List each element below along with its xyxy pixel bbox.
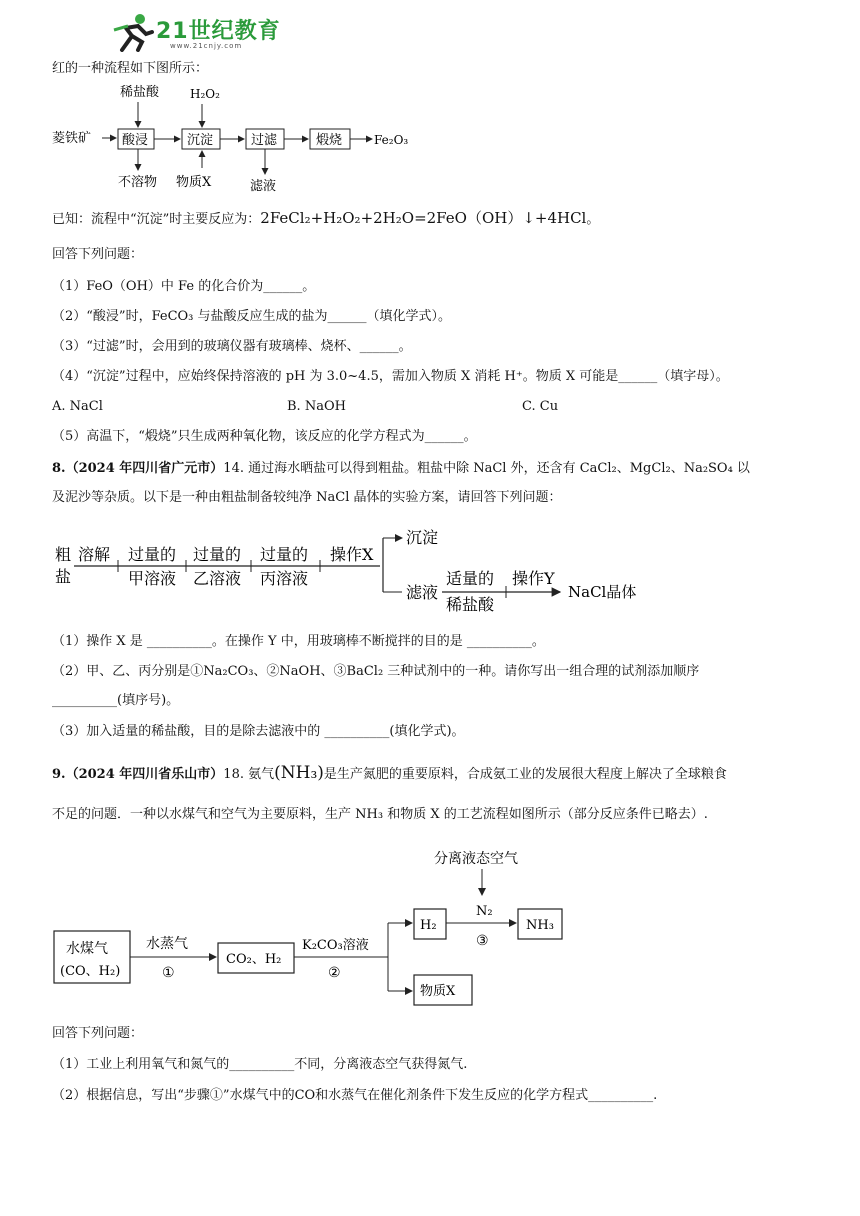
flow1-reagent-hcl: 稀盐酸 [120,85,160,100]
known-text [52,209,599,229]
flow3-arrow3-top: N₂ [476,904,493,919]
flow2-start-bottom: 盐 [55,567,72,586]
flow2-product: NaCl晶体 [568,583,637,601]
intro-text: 红的一种流程如下图所示： [52,61,209,76]
flow2-step6-top: 适量的 [446,569,495,588]
flow2-step2-top: 过量的 [128,545,177,564]
flow2-step6-bottom: 稀盐酸 [446,595,495,614]
q8-number: 8. [52,461,66,476]
flow3-box-watergas-bottom: (CO、H₂) [60,964,121,979]
flow3-top-label: 分离液态空气 [434,851,518,867]
flow1-reagent-h2o2: H₂O₂ [190,87,220,101]
q7-option-a: A. NaCl [52,399,103,414]
flow2-step4-bottom: 丙溶液 [260,569,309,588]
known-equation: 2FeCl₂+H₂O₂+2H₂O=2FeO（OH）↓+4HCl [260,209,587,227]
q7-item-3: （3）“过滤”时，会用到的玻璃仪器有玻璃棒、烧杯、______。 [52,339,412,354]
flow2-step4-top: 过量的 [260,545,309,564]
q9-line1-post: 是生产氮肥的重要原料，合成氨工业的发展很大程度上解决了全球粮食 [323,767,727,782]
flow2-dissolve: 溶解 [78,545,111,564]
flow2-step3-bottom: 乙溶液 [193,569,242,588]
known-end: 。 [586,212,600,227]
flow2-step2-bottom: 甲溶液 [128,569,177,588]
flow3-arrow2-bottom: ② [328,965,341,981]
q9-item-2: （2）根据信息，写出“步骤①”水煤气中的CO和水蒸气在催化剂条件下发生反应的化学方程式__________. [52,1088,658,1103]
q9-number: 9. [52,767,66,782]
flow3-box-x: 物质X [420,984,456,999]
q7-item-4: （4）“沉淀”过程中，应始终保持溶液的 pH 为 3.0~4.5，需加入物质 X 消耗 H⁺。物质 X 可能是______（填字母）。 [52,369,729,384]
flow1-product: Fe₂O₃ [374,133,409,147]
q8-item-2: （2）甲、乙、丙分别是①Na₂CO₃、②NaOH、③BaCl₂ 三种试剂中的一种。请你写出一组合理的试剂添加顺序 [52,664,700,679]
flow-diagram-3 [50,845,590,1015]
q8-item-1: （1）操作 X 是 __________。在操作 Y 中，用玻璃棒不断搅拌的目的是 __________。 [52,634,545,649]
flow3-arrow1-bottom: ① [162,965,175,981]
known-label: 已知：流程中“沉淀”时主要反应为： [52,212,261,227]
flow3-box-h2: H₂ [420,918,437,933]
site-logo [112,10,292,54]
flow2-step7-top: 操作Y [512,569,555,588]
flow1-out-x: 物质X [176,175,212,190]
runner-logo-icon [112,12,154,52]
q8-line1: 14. 通过海水晒盐可以得到粗盐。粗盐中除 NaCl 外，还含有 CaCl₂、MgCl₂、Na₂SO₄ 以 [223,461,750,476]
flow1-out-filtrate: 滤液 [250,179,277,194]
q7-option-c: C. Cu [522,399,559,414]
flow1-box-precip: 沉淀 [187,133,214,148]
flow-diagram-1 [50,82,450,197]
q9-answer-prompt: 回答下列问题： [52,1026,144,1041]
flow3-box-nh3: NH₃ [526,918,554,933]
flow3-arrow1-top: 水蒸气 [146,936,188,952]
q9-line1-formula: (NH₃) [274,763,324,783]
flow2-step5-top: 操作X [330,545,374,564]
flow2-precipitate: 沉淀 [406,528,439,547]
q7-item-5: （5）高温下，“煅烧”只生成两种氧化物，该反应的化学方程式为______。 [52,429,477,444]
flow1-box-filter: 过滤 [251,133,278,148]
flow3-box-co2h2: CO₂、H₂ [226,952,282,967]
q9-item-1: （1）工业上利用氧气和氮气的__________不同，分离液态空气获得氮气. [52,1057,468,1072]
q8-line2: 及泥沙等杂质。以下是一种由粗盐制备较纯净 NaCl 晶体的实验方案，请回答下列问题： [52,490,562,505]
flow2-step3-top: 过量的 [193,545,242,564]
brand-url: www.21cnjy.com [170,42,243,50]
q9-source: （2024 年四川省乐山市） [65,767,224,782]
q8-item-3: （3）加入适量的稀盐酸，目的是除去滤液中的 __________(填化学式)。 [52,724,465,739]
q9-line1-pre: 18. 氨气 [223,767,275,782]
flow1-start: 菱铁矿 [52,131,92,146]
q7-answer-prompt: 回答下列问题： [52,247,144,262]
q8-item-2-cont: __________(填序号)。 [52,693,180,708]
flow3-arrow2-top: K₂CO₃溶液 [302,938,369,953]
flow3-box-watergas-top: 水煤气 [66,941,108,957]
q7-option-b: B. NaOH [287,399,346,414]
flow1-box-acid: 酸浸 [122,133,149,148]
flow-diagram-2 [50,522,670,618]
q9-header [52,764,727,784]
q8-source: （2024 年四川省广元市） [65,461,224,476]
q8-header [52,460,750,478]
q7-item-1: （1）FeO（OH）中 Fe 的化合价为______。 [52,279,316,294]
q9-line2: 不足的问题．一种以水煤气和空气为主要原料，生产 NH₃ 和物质 X 的工艺流程如图所示（部分反应条件已略去）. [52,807,708,822]
brand-name: 21世纪教育 [156,19,281,44]
flow2-filtrate: 滤液 [406,583,439,602]
q7-item-2: （2）“酸浸”时，FeCO₃ 与盐酸反应生成的盐为______（填化学式）。 [52,309,452,324]
flow2-start-top: 粗 [55,545,72,564]
flow1-out-insoluble: 不溶物 [118,175,158,190]
flow3-arrow3-bottom: ③ [476,933,489,949]
flow1-box-calcine: 煅烧 [316,133,343,148]
